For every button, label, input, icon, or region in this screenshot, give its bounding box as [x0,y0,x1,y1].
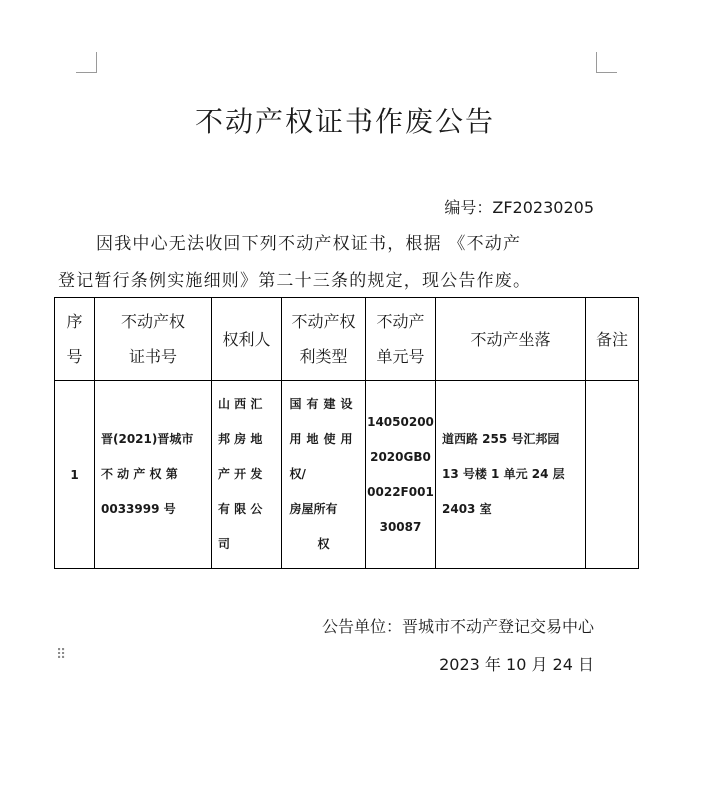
margin-corner-mark [76,52,97,73]
issuer-name: 晋城市不动产登记交易中心 [401,617,594,636]
issue-date: 2023 年 10 月 24 日 [439,655,594,674]
drag-handle-icon[interactable]: ⠿ [56,647,68,663]
document-number [444,195,594,218]
cell-location: 道西路 255 号汇邦园 13 号楼 1 单元 24 层 2403 室 [436,381,586,569]
cell-right-type: 国有建设 用地使用 权/ 房屋所有 权 [282,381,366,569]
issuer-label: 公告单位： [321,617,402,636]
table-row [55,381,639,569]
cell-cert-no: 晋(2021)晋城市 不 动 产 权 第 0033999 号 [95,381,212,569]
document-title: 不动产权证书作废公告 [194,105,495,138]
header-seq: 序 号 [55,298,95,381]
certificate-table [54,297,639,569]
issuer-line [322,614,594,637]
header-holder: 权利人 [212,298,282,381]
cell-holder: 山 西 汇 邦 房 地 产 开 发 有 限 公 司 [212,381,282,569]
header-cert-no: 不动产权 证书号 [95,298,212,381]
cell-seq: 1 [55,381,95,569]
header-right-type: 不动产权 利类型 [282,298,366,381]
cell-remark [586,381,639,569]
paragraph-line-1: 因我中心无法收回下列不动产权证书，根据 《不动产 [96,234,522,254]
cell-unit-no: 14050200 2020GB0 0022F001 30087 [366,381,436,569]
header-unit-no: 不动产 单元号 [366,298,436,381]
table-header-row [55,298,639,381]
header-remark: 备注 [586,298,639,381]
document-number-value: ZF20230205 [492,198,594,217]
document-number-label: 编号： [444,198,493,217]
body-paragraph [58,226,598,300]
margin-corner-mark [596,52,617,73]
header-location: 不动产坐落 [436,298,586,381]
paragraph-line-2: 登记暂行条例实施细则》第二十三条的规定，现公告作废。 [58,271,532,291]
